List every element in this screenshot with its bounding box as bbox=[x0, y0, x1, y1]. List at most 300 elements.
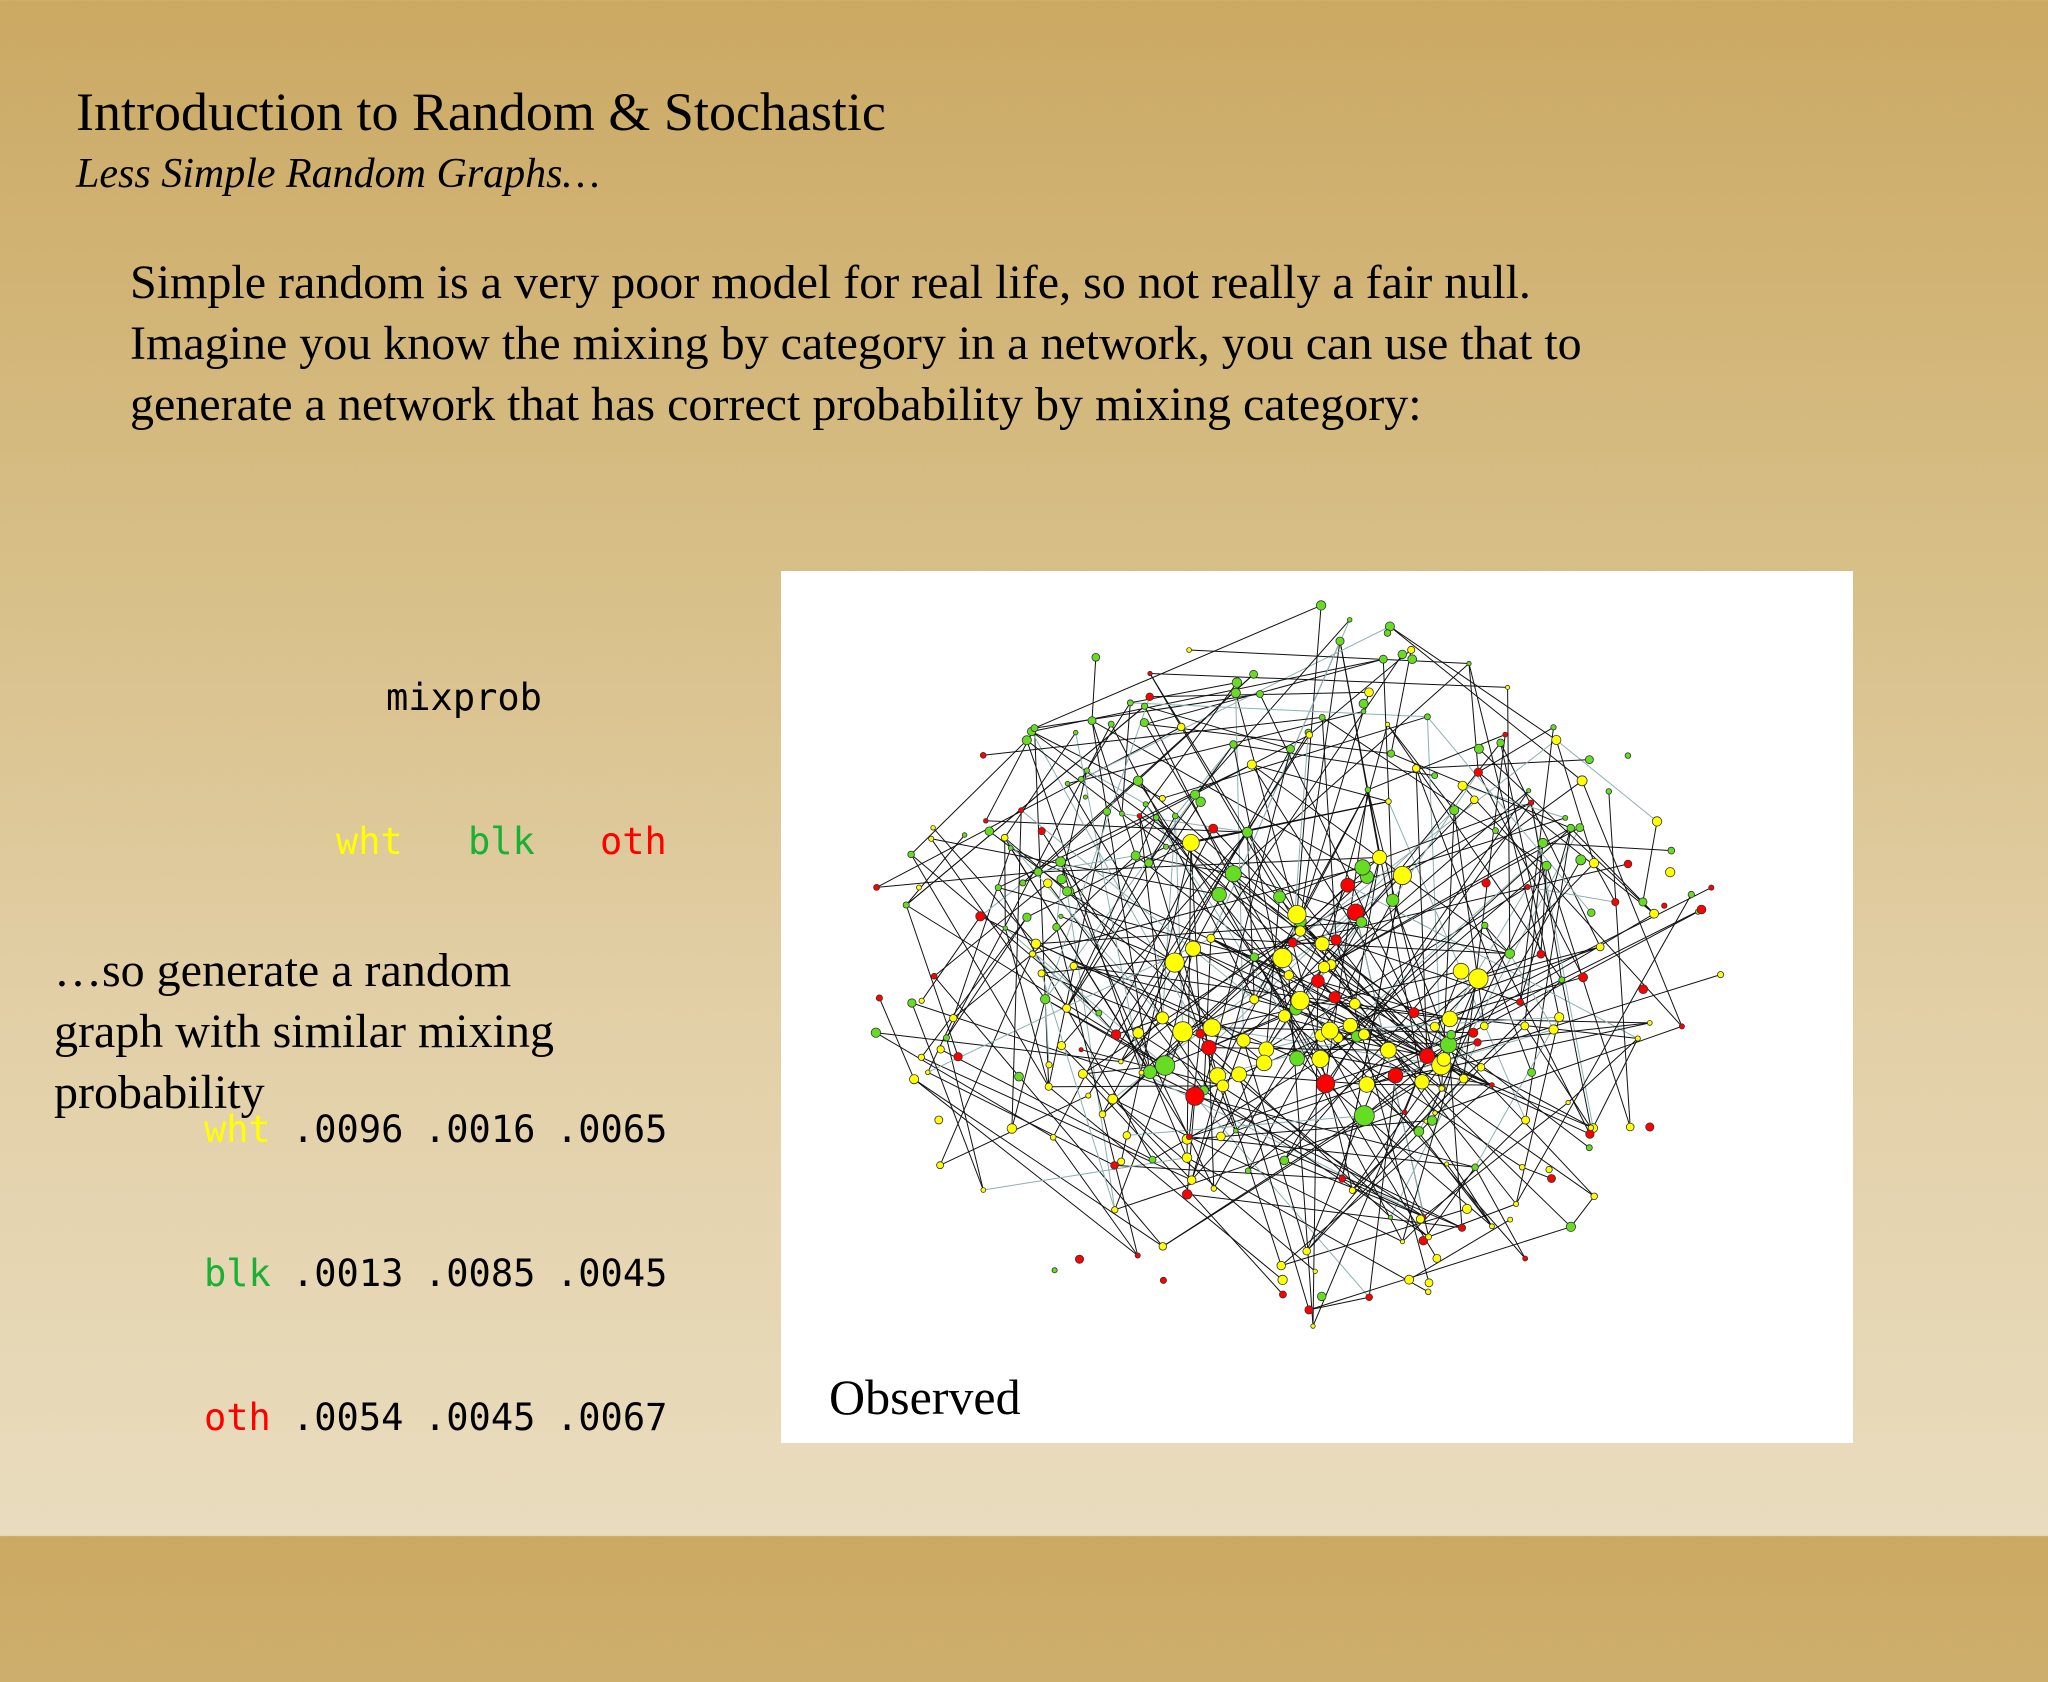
network-node-wht bbox=[1187, 1176, 1196, 1185]
cell-wht-oth: .0065 bbox=[556, 1108, 668, 1151]
network-node-blk bbox=[1256, 691, 1263, 698]
network-node-wht bbox=[1256, 1055, 1272, 1071]
network-node-wht bbox=[1552, 735, 1561, 744]
network-node-blk bbox=[1225, 866, 1241, 882]
network-node-blk bbox=[1250, 670, 1258, 678]
network-node-oth bbox=[984, 819, 989, 824]
network-node-blk bbox=[1023, 913, 1031, 921]
network-node-wht bbox=[1412, 765, 1420, 773]
network-node-oth bbox=[1202, 1040, 1217, 1055]
network-node-wht bbox=[1652, 817, 1661, 826]
network-node-oth bbox=[1639, 985, 1648, 994]
network-node-blk bbox=[1231, 688, 1240, 697]
network-edge bbox=[953, 848, 1010, 1018]
network-node-blk bbox=[1625, 753, 1631, 759]
network-node-blk bbox=[1127, 700, 1133, 706]
network-node-wht bbox=[929, 836, 934, 841]
network-edge bbox=[1053, 1137, 1138, 1255]
network-node-wht bbox=[1365, 688, 1374, 697]
network-node-blk bbox=[1212, 887, 1226, 901]
network-node-wht bbox=[1591, 1193, 1598, 1200]
network-node-blk bbox=[1384, 630, 1391, 637]
network-node-wht bbox=[937, 1046, 944, 1053]
network-edge bbox=[1367, 1085, 1492, 1086]
network-node-blk bbox=[1143, 802, 1148, 807]
network-edge bbox=[1087, 771, 1146, 805]
network-node-wht bbox=[1433, 1254, 1441, 1262]
network-node-wht bbox=[919, 998, 924, 1003]
network-node-blk bbox=[1482, 922, 1488, 928]
network-edge bbox=[1061, 862, 1187, 1158]
network-node-blk bbox=[1145, 859, 1153, 867]
network-node-oth bbox=[1019, 808, 1024, 813]
network-node-wht bbox=[1626, 1123, 1634, 1131]
network-edge bbox=[934, 976, 1163, 1246]
network-node-blk bbox=[1447, 1030, 1456, 1039]
network-edge bbox=[1042, 973, 1115, 1209]
network-node-wht bbox=[1425, 1279, 1433, 1287]
network-node-blk bbox=[1528, 1068, 1536, 1076]
network-node-wht bbox=[1273, 948, 1292, 967]
network-edge bbox=[1478, 727, 1553, 772]
network-node-oth bbox=[980, 752, 986, 758]
network-node-oth bbox=[1646, 1123, 1654, 1131]
network-edge bbox=[1005, 838, 1006, 928]
network-node-wht bbox=[1099, 1111, 1106, 1118]
network-node-wht bbox=[1566, 1100, 1570, 1104]
network-node-wht bbox=[1159, 1243, 1167, 1251]
network-node-blk bbox=[1567, 824, 1575, 832]
col-header-wht: wht bbox=[336, 820, 403, 863]
network-node-wht bbox=[1349, 1187, 1355, 1193]
network-node-oth bbox=[1474, 1039, 1481, 1046]
network-node-wht bbox=[1469, 969, 1489, 989]
network-node-blk bbox=[1052, 1268, 1057, 1273]
network-edge bbox=[1187, 843, 1191, 1158]
network-node-blk bbox=[1576, 824, 1584, 832]
network-edge bbox=[1146, 804, 1285, 1016]
network-node-blk bbox=[1242, 827, 1252, 837]
network-node-wht bbox=[1555, 1013, 1564, 1022]
network-node-blk bbox=[1245, 1168, 1251, 1174]
network-node-oth bbox=[931, 973, 937, 979]
network-node-oth bbox=[1135, 1253, 1140, 1258]
network-node-wht bbox=[950, 1015, 957, 1022]
network-node-wht bbox=[1313, 1269, 1317, 1273]
network-edge bbox=[876, 1033, 1121, 1062]
network-node-wht bbox=[1321, 1022, 1338, 1039]
network-edge bbox=[1451, 910, 1701, 1035]
network-node-wht bbox=[926, 1070, 931, 1075]
network-node-oth bbox=[1186, 1087, 1204, 1105]
network-node-wht bbox=[1462, 1204, 1471, 1213]
network-node-oth bbox=[1331, 935, 1341, 945]
network-node-blk bbox=[1096, 1010, 1102, 1016]
mixprob-row-oth bbox=[120, 1394, 668, 1442]
network-node-wht bbox=[981, 1188, 986, 1193]
network-node-blk bbox=[1450, 806, 1459, 815]
network-node-blk bbox=[1354, 1106, 1374, 1126]
network-edge bbox=[1092, 657, 1096, 720]
network-node-oth bbox=[1402, 1110, 1407, 1115]
network-node-wht bbox=[1650, 909, 1659, 918]
network-node-blk bbox=[1290, 1051, 1305, 1066]
network-node-wht bbox=[1453, 963, 1469, 979]
network-node-wht bbox=[1259, 1042, 1274, 1057]
network-node-blk bbox=[1031, 725, 1038, 732]
network-node-blk bbox=[1022, 736, 1031, 745]
network-node-blk bbox=[1474, 744, 1483, 753]
network-node-oth bbox=[876, 995, 882, 1001]
network-node-wht bbox=[1001, 834, 1008, 841]
network-node-wht bbox=[1211, 1186, 1217, 1192]
network-caption: Observed bbox=[829, 1369, 1021, 1425]
network-edge bbox=[1042, 973, 1265, 1063]
network-node-blk bbox=[1586, 1145, 1592, 1151]
network-node-wht bbox=[1519, 1164, 1525, 1170]
network-node-blk bbox=[1317, 1292, 1326, 1301]
network-node-oth bbox=[1420, 1049, 1435, 1064]
network-edge bbox=[911, 854, 1049, 1086]
network-node-blk bbox=[908, 851, 915, 858]
network-node-wht bbox=[1046, 1062, 1052, 1068]
network-node-blk bbox=[1153, 815, 1159, 821]
cell-wht-blk: .0016 bbox=[424, 1108, 536, 1151]
network-node-oth bbox=[1458, 1224, 1465, 1231]
network-node-oth bbox=[1612, 899, 1619, 906]
cell-blk-wht: .0013 bbox=[292, 1252, 404, 1295]
network-node-wht bbox=[1029, 951, 1035, 957]
network-node-wht bbox=[1139, 1070, 1144, 1075]
network-node-blk bbox=[1585, 756, 1593, 764]
col-header-oth: oth bbox=[600, 820, 667, 863]
network-node-blk bbox=[1230, 741, 1237, 748]
network-edge bbox=[1531, 803, 1562, 980]
network-edge bbox=[1463, 786, 1682, 1027]
network-node-wht bbox=[1635, 1036, 1640, 1041]
network-node-blk bbox=[1163, 844, 1168, 849]
network-node-wht bbox=[1070, 962, 1077, 969]
network-node-blk bbox=[1041, 995, 1050, 1004]
network-edge bbox=[1390, 627, 1582, 781]
network-node-blk bbox=[1414, 1127, 1424, 1137]
network-node-wht bbox=[1207, 934, 1215, 942]
network-node-blk bbox=[1232, 678, 1242, 688]
network-node-blk bbox=[1155, 1056, 1175, 1076]
network-edge bbox=[1594, 863, 1615, 902]
network-node-wht bbox=[1425, 1289, 1431, 1295]
network-node-blk bbox=[1379, 655, 1387, 663]
network-node-wht bbox=[1718, 972, 1724, 978]
network-edge bbox=[1541, 866, 1547, 955]
network-node-blk bbox=[1388, 1215, 1392, 1219]
side-line-2: graph with similar mixing bbox=[54, 1005, 554, 1058]
network-node-wht bbox=[1031, 939, 1040, 948]
network-node-wht bbox=[1288, 905, 1306, 923]
network-node-wht bbox=[1119, 1059, 1124, 1064]
network-node-blk bbox=[985, 827, 994, 836]
network-node-blk bbox=[995, 885, 1001, 891]
mixprob-row-blk bbox=[120, 1250, 668, 1298]
network-node-wht bbox=[1386, 799, 1392, 805]
mixprob-label-row bbox=[120, 674, 542, 722]
network-node-blk bbox=[1440, 1037, 1456, 1053]
network-node-wht bbox=[1118, 1158, 1125, 1165]
network-edge bbox=[1027, 740, 1122, 813]
network-node-oth bbox=[1312, 975, 1325, 988]
network-node-blk bbox=[1133, 776, 1143, 786]
network-node-wht bbox=[1596, 943, 1604, 951]
network-node-blk bbox=[1493, 828, 1499, 834]
network-node-wht bbox=[1057, 1042, 1065, 1050]
network-node-oth bbox=[1579, 973, 1588, 982]
network-node-wht bbox=[1433, 1111, 1438, 1116]
network-node-wht bbox=[1045, 1083, 1052, 1090]
mixprob-label: mixprob bbox=[386, 676, 542, 719]
network-node-oth bbox=[1341, 878, 1355, 892]
network-node-wht bbox=[1123, 1132, 1131, 1140]
network-node-wht bbox=[937, 1162, 944, 1169]
network-node-blk bbox=[1398, 650, 1407, 659]
network-node-wht bbox=[1506, 685, 1510, 689]
row-label-wht: wht bbox=[204, 1108, 271, 1151]
network-node-oth bbox=[1528, 800, 1533, 805]
network-node-blk bbox=[1424, 714, 1430, 720]
network-node-blk bbox=[1141, 703, 1147, 709]
cell-blk-blk: .0085 bbox=[424, 1252, 536, 1295]
network-node-wht bbox=[918, 1054, 924, 1060]
network-node-oth bbox=[954, 1053, 962, 1061]
network-edge bbox=[1282, 958, 1492, 1226]
network-node-blk bbox=[1365, 787, 1371, 793]
network-edge bbox=[1556, 740, 1657, 821]
network-edge bbox=[921, 917, 1027, 1057]
network-node-blk bbox=[1143, 1065, 1156, 1078]
network-node-wht bbox=[1666, 868, 1675, 877]
network-node-blk bbox=[1563, 815, 1568, 820]
network-node-wht bbox=[1350, 999, 1361, 1010]
network-edge bbox=[1211, 938, 1510, 953]
network-node-blk bbox=[1566, 1222, 1575, 1231]
network-edge bbox=[1609, 791, 1630, 1127]
cell-oth-oth: .0067 bbox=[556, 1396, 668, 1439]
network-node-wht bbox=[1577, 776, 1587, 786]
network-node-wht bbox=[1182, 1153, 1192, 1163]
network-node-wht bbox=[1647, 1021, 1652, 1026]
col-header-blk: blk bbox=[468, 820, 535, 863]
network-node-wht bbox=[1400, 1240, 1404, 1244]
network-node-wht bbox=[1312, 1050, 1329, 1067]
network-node-wht bbox=[1318, 962, 1329, 973]
network-node-wht bbox=[1381, 1042, 1397, 1058]
network-node-oth bbox=[1038, 828, 1045, 835]
network-node-blk bbox=[1034, 868, 1042, 876]
network-node-wht bbox=[1442, 1011, 1458, 1027]
network-node-wht bbox=[1250, 995, 1259, 1004]
network-node-blk bbox=[1688, 891, 1694, 897]
network-node-wht bbox=[1284, 971, 1293, 980]
network-node-oth bbox=[1482, 879, 1490, 887]
network-node-blk bbox=[1497, 739, 1505, 747]
network-edge bbox=[1067, 818, 1156, 892]
network-node-wht bbox=[1232, 1067, 1247, 1082]
network-node-blk bbox=[1280, 1156, 1289, 1165]
network-node-oth bbox=[1517, 999, 1524, 1006]
network-node-wht bbox=[1133, 1028, 1144, 1039]
network-edge bbox=[983, 1158, 1187, 1190]
network-node-oth bbox=[1388, 1068, 1403, 1083]
network-node-blk bbox=[1361, 709, 1366, 714]
network-node-blk bbox=[1538, 838, 1547, 847]
network-node-oth bbox=[1709, 885, 1714, 890]
network-node-oth bbox=[1209, 824, 1218, 833]
network-node-wht bbox=[935, 1116, 943, 1124]
network-node-blk bbox=[1059, 914, 1063, 918]
network-node-wht bbox=[1177, 723, 1185, 731]
network-node-oth bbox=[1523, 1256, 1528, 1261]
network-edge bbox=[911, 740, 1027, 854]
network-edge bbox=[914, 1079, 1163, 1246]
network-node-blk bbox=[871, 1028, 880, 1037]
network-node-wht bbox=[1359, 1029, 1370, 1040]
network-node-wht bbox=[1458, 781, 1467, 790]
network-node-wht bbox=[1277, 1261, 1286, 1270]
network-node-oth bbox=[1111, 1162, 1119, 1170]
network-node-wht bbox=[910, 1075, 919, 1084]
network-node-blk bbox=[1356, 917, 1367, 928]
network-node-wht bbox=[1278, 1010, 1290, 1022]
network-edge bbox=[1115, 1165, 1343, 1178]
network-edge bbox=[953, 954, 1032, 1018]
network-node-wht bbox=[1112, 1207, 1118, 1213]
network-node-blk bbox=[1606, 789, 1612, 795]
network-node-blk bbox=[1408, 655, 1417, 664]
network-node-wht bbox=[1063, 1004, 1071, 1012]
network-edge bbox=[906, 905, 958, 1057]
network-node-blk bbox=[1008, 846, 1013, 851]
slide-title: Introduction to Random & Stochastic bbox=[76, 82, 886, 142]
network-node-oth bbox=[1624, 860, 1632, 868]
network-edge bbox=[1426, 1121, 1492, 1226]
network-node-oth bbox=[1366, 1294, 1373, 1301]
network-node-blk bbox=[1467, 661, 1471, 665]
network-edge bbox=[1146, 659, 1384, 724]
network-node-oth bbox=[1329, 992, 1341, 1004]
network-node-wht bbox=[1470, 796, 1478, 804]
network-node-wht bbox=[1477, 1064, 1485, 1072]
network-node-blk bbox=[1084, 768, 1089, 773]
network-node-oth bbox=[1148, 671, 1152, 675]
network-node-oth bbox=[1679, 1024, 1684, 1029]
network-node-wht bbox=[1315, 937, 1329, 951]
network-node-wht bbox=[1186, 941, 1201, 956]
network-edge bbox=[1469, 664, 1478, 773]
network-node-wht bbox=[1217, 1080, 1229, 1092]
network-node-blk bbox=[1639, 898, 1647, 906]
network-node-wht bbox=[1405, 1275, 1414, 1284]
network-node-oth bbox=[1469, 1028, 1478, 1037]
network-edge bbox=[1012, 999, 1045, 1128]
network-panel bbox=[781, 571, 1853, 1443]
network-node-wht bbox=[1086, 1093, 1091, 1098]
network-node-blk bbox=[1472, 1164, 1479, 1171]
network-node-wht bbox=[1247, 760, 1256, 769]
network-node-blk bbox=[1668, 847, 1675, 854]
network-node-wht bbox=[1165, 953, 1184, 972]
network-node-wht bbox=[1521, 1022, 1529, 1030]
network-edge bbox=[1643, 821, 1657, 902]
body-line-1: Simple random is a very poor model for real life, so not really a fair null. bbox=[130, 256, 1531, 309]
cell-wht-wht: .0096 bbox=[292, 1108, 404, 1151]
network-edge bbox=[933, 828, 1116, 1035]
network-node-blk bbox=[1020, 880, 1026, 886]
network-node-blk bbox=[1505, 949, 1515, 959]
network-node-blk bbox=[1003, 926, 1007, 930]
network-node-wht bbox=[1303, 1247, 1311, 1255]
network-node-wht bbox=[917, 885, 922, 890]
network-node-wht bbox=[1408, 646, 1415, 653]
network-node-oth bbox=[1305, 1306, 1313, 1314]
row-label-blk: blk bbox=[204, 1252, 271, 1295]
network-node-blk bbox=[1427, 1116, 1437, 1126]
side-text bbox=[54, 940, 654, 1123]
network-node-oth bbox=[1548, 1175, 1556, 1183]
network-node-oth bbox=[1075, 1255, 1083, 1263]
network-node-blk bbox=[1527, 789, 1531, 793]
cell-blk-oth: .0045 bbox=[556, 1252, 668, 1295]
network-node-wht bbox=[1426, 1234, 1432, 1240]
network-node-wht bbox=[1415, 1075, 1429, 1089]
network-node-blk bbox=[1057, 875, 1066, 884]
network-node-oth bbox=[1525, 884, 1530, 889]
network-edge bbox=[1049, 1087, 1283, 1280]
row-label-oth: oth bbox=[204, 1396, 271, 1439]
network-edge bbox=[879, 998, 914, 1079]
network-node-blk bbox=[908, 999, 916, 1007]
network-node-wht bbox=[1044, 879, 1053, 888]
network-node-oth bbox=[1503, 732, 1508, 737]
network-edge bbox=[1213, 829, 1322, 944]
network-node-blk bbox=[1140, 719, 1148, 727]
network-node-wht bbox=[1416, 1215, 1424, 1223]
network-edge bbox=[1571, 1196, 1594, 1227]
network-edge bbox=[1322, 717, 1546, 865]
network-node-blk bbox=[1088, 717, 1096, 725]
network-node-blk bbox=[1588, 909, 1596, 917]
network-node-wht bbox=[1108, 1094, 1118, 1104]
network-node-oth bbox=[1288, 938, 1297, 947]
network-node-wht bbox=[1588, 1125, 1594, 1131]
network-edge bbox=[1582, 781, 1682, 1027]
network-node-wht bbox=[1508, 1217, 1513, 1222]
network-node-wht bbox=[1439, 1086, 1445, 1092]
network-node-blk bbox=[943, 1035, 949, 1041]
network-edge bbox=[1367, 1023, 1650, 1085]
side-line-3: probability bbox=[54, 1066, 265, 1119]
network-node-oth bbox=[1079, 1048, 1083, 1052]
network-node-wht bbox=[1203, 1019, 1221, 1037]
network-node-oth bbox=[1279, 1291, 1286, 1298]
network-node-blk bbox=[1172, 813, 1178, 819]
network-node-blk bbox=[1108, 721, 1114, 727]
network-node-blk bbox=[1388, 750, 1395, 757]
network-node-blk bbox=[1063, 887, 1072, 896]
network-edge bbox=[1590, 1039, 1638, 1135]
network-node-blk bbox=[1551, 725, 1556, 730]
network-node-wht bbox=[1589, 858, 1598, 867]
network-node-blk bbox=[1053, 923, 1060, 930]
network-node-wht bbox=[1546, 1166, 1552, 1172]
